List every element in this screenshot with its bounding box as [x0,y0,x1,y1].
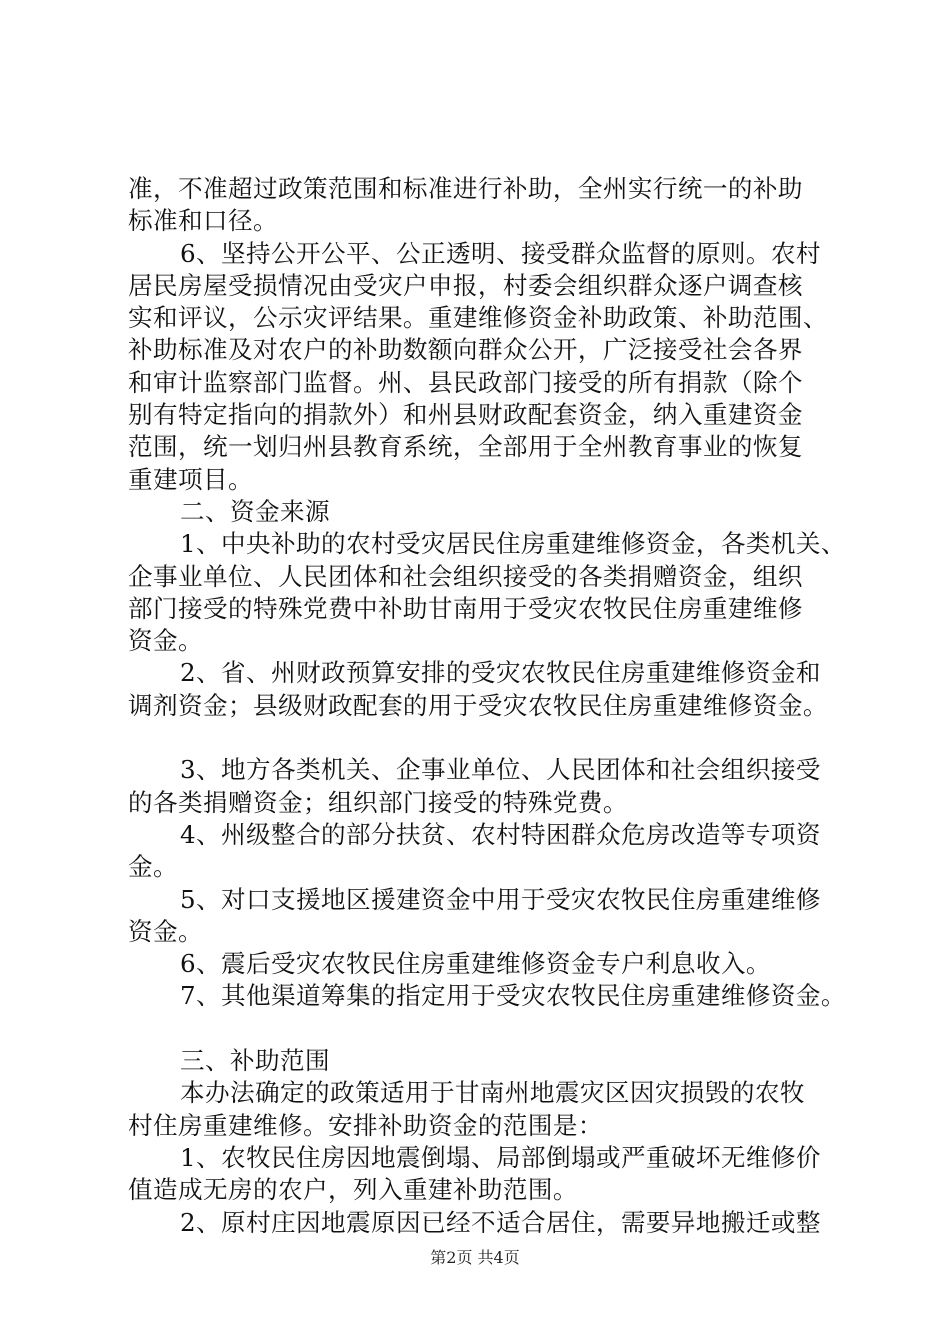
text-line: 资金。 [128,626,203,656]
text-line: 三、补助范围 [180,1046,330,1076]
text-line: 本办法确定的政策适用于甘南州地震灾区因灾损毁的农牧 [180,1078,805,1108]
text-line: 村住房重建维修。安排补助资金的范围是： [128,1110,603,1140]
text-line: 和审计监察部门监督。州、县民政部门接受的所有捐款（除个 [128,367,803,397]
text-line: 金。 [128,852,178,882]
text-line: 调剂资金；县级财政配套的用于受灾农牧民住房重建维修资金。 [128,690,828,720]
blank-line [128,1013,848,1045]
text-line: 1、中央补助的农村受灾居民住房重建维修资金，各类机关、 [180,529,846,559]
text-line: 补助标准及对农户的补助数额向群众公开，广泛接受社会各界 [128,335,803,365]
text-line: 别有特定指向的捐款外）和州县财政配套资金，纳入重建资金 [128,400,803,430]
text-line: 7、其他渠道筹集的指定用于受灾农牧民住房重建维修资金。 [180,981,846,1011]
text-line: 值造成无房的农户，列入重建补助范围。 [128,1175,578,1205]
text-line: 居民房屋受损情况由受灾户申报，村委会组织群众逐户调查核 [128,270,803,300]
text-line: 5、对口支援地区援建资金中用于受灾农牧民住房重建维修 [180,884,821,914]
text-line: 2、原村庄因地震原因已经不适合居住，需要异地搬迁或整 [180,1207,821,1237]
text-line: 4、州级整合的部分扶贫、农村特困群众危房改造等专项资 [180,819,821,849]
page-footer: 第2页 共4页 [430,1248,520,1267]
text-line: 6、坚持公开公平、公正透明、接受群众监督的原则。农村 [180,238,821,268]
text-line: 2、省、州财政预算安排的受灾农牧民住房重建维修资金和 [180,658,821,688]
text-line: 范围，统一划归州县教育系统，全部用于全州教育事业的恢复 [128,432,803,462]
text-line: 3、地方各类机关、企事业单位、人民团体和社会组织接受 [180,755,821,785]
text-line: 6、震后受灾农牧民住房重建维修资金专户利息收入。 [180,949,771,979]
text-line: 二、资金来源 [180,496,330,526]
text-line: 的各类捐赠资金；组织部门接受的特殊党费。 [128,787,628,817]
text-line: 部门接受的特殊党费中补助甘南用于受灾农牧民住房重建维修 [128,593,803,623]
document-body [128,173,848,1239]
text-line: 企事业单位、人民团体和社会组织接受的各类捐赠资金，组织 [128,561,803,591]
text-line: 实和评议，公示灾评结果。重建维修资金补助政策、补助范围、 [128,303,828,333]
text-line: 准，不准超过政策范围和标准进行补助，全州实行统一的补助 [128,174,803,203]
text-line: 标准和口径。 [128,206,278,236]
text-line: 1、农牧民住房因地震倒塌、局部倒塌或严重破坏无维修价 [180,1142,821,1172]
text-line: 资金。 [128,916,203,946]
text-line: 重建项目。 [128,464,253,494]
blank-line [128,722,848,754]
